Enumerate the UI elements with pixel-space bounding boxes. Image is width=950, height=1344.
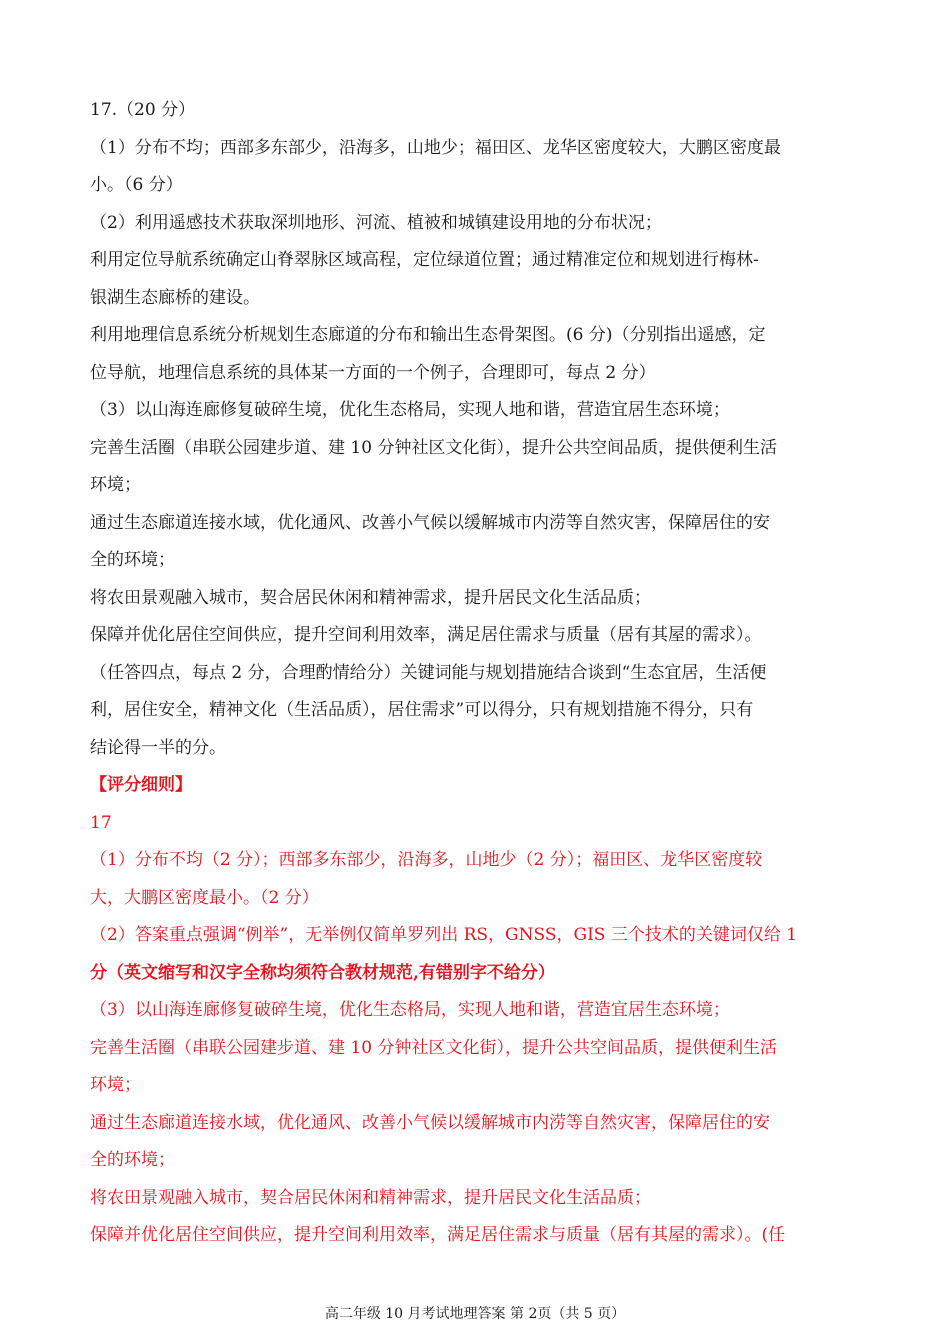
rubric-line: （3）以山海连廊修复破碎生境，优化生态格局，实现人地和谐，营造宜居生态环境；: [90, 1000, 730, 1020]
answer-line: 小。（6 分）: [90, 175, 183, 195]
answer-line: 利用定位导航系统确定山脊翠脉区域高程，定位绿道位置；通过精准定位和规划进行梅林-: [90, 250, 759, 270]
answer-line: （3）以山海连廊修复破碎生境，优化生态格局，实现人地和谐，营造宜居生态环境；: [90, 400, 730, 420]
rubric-bold-note: 分（英文缩写和汉字全称均须符合教材规范,有错别字不给分）: [90, 962, 555, 983]
document-body: [90, 92, 862, 1255]
rubric-line: 通过生态廊道连接水域，优化通风、改善小气候以缓解城市内涝等自然灾害，保障居住的安: [90, 1112, 770, 1133]
answer-line: 全的环境；: [90, 550, 175, 570]
answer-section: [90, 92, 862, 767]
answer-line: （任答四点，每点 2 分，合理酌情给分）关键词能与规划措施结合谈到“生态宜居，生活便: [90, 662, 767, 683]
rubric-line: 保障并优化居住空间供应，提升空间利用效率，满足居住需求与质量（居有其屋的需求）。(任: [90, 1225, 786, 1245]
answer-line: 通过生态廊道连接水域，优化通风、改善小气候以缓解城市内涝等自然灾害，保障居住的安: [90, 512, 770, 533]
answer-line: 结论得一半的分。: [90, 737, 226, 758]
answer-line: 环境；: [90, 475, 141, 495]
answer-line: 利用地理信息系统分析规划生态廊道的分布和输出生态骨架图。(6 分)（分别指出遥感，定: [90, 325, 766, 345]
rubric-line: 大，大鹏区密度最小。（2 分）: [90, 887, 319, 908]
rubric-line: （1）分布不均（2 分）；西部多东部少，沿海多，山地少（2 分）；福田区、龙华区密度较: [90, 850, 763, 870]
answer-line: （1）分布不均；西部多东部少，沿海多，山地少；福田区、龙华区密度较大，大鹏区密度最: [90, 137, 781, 158]
answer-line: 完善生活圈（串联公园建步道、建 10 分钟社区文化街），提升公共空间品质，提供便利生活: [90, 437, 777, 458]
rubric-heading: 【评分细则】: [90, 775, 192, 795]
page-footer: 高二年级 10 月考试地理答案 第 2页（共 5 页）: [324, 1306, 626, 1322]
answer-line: （2）利用遥感技术获取深圳地形、河流、植被和城镇建设用地的分布状况；: [90, 212, 662, 233]
answer-line: 位导航，地理信息系统的具体某一方面的一个例子，合理即可，每点 2 分）: [90, 362, 656, 383]
rubric-line: 将农田景观融入城市，契合居民休闲和精神需求，提升居民文化生活品质；: [90, 1187, 651, 1208]
rubric-line: （2）答案重点强调“例举”，无举例仅简单罗列出 RS，GNSS，GIS 三个技术的关键词仅给 1: [90, 925, 798, 945]
answer-line: 将农田景观融入城市，契合居民休闲和精神需求，提升居民文化生活品质；: [90, 587, 651, 608]
rubric-line: 全的环境；: [90, 1150, 175, 1170]
answer-line: 利，居住安全，精神文化（生活品质），居住需求”可以得分，只有规划措施不得分，只有: [90, 700, 754, 720]
answer-line: 银湖生态廊桥的建设。: [90, 287, 260, 308]
answer-line: 保障并优化居住空间供应，提升空间利用效率，满足居住需求与质量（居有其屋的需求）。: [90, 625, 762, 645]
rubric-line: 17: [90, 812, 112, 833]
rubric-line: 环境；: [90, 1075, 141, 1095]
rubric-line: 完善生活圈（串联公园建步道、建 10 分钟社区文化街），提升公共空间品质，提供便利生活: [90, 1037, 777, 1058]
answer-line: 17.（20 分）: [90, 100, 196, 120]
rubric-section: [90, 767, 862, 1255]
